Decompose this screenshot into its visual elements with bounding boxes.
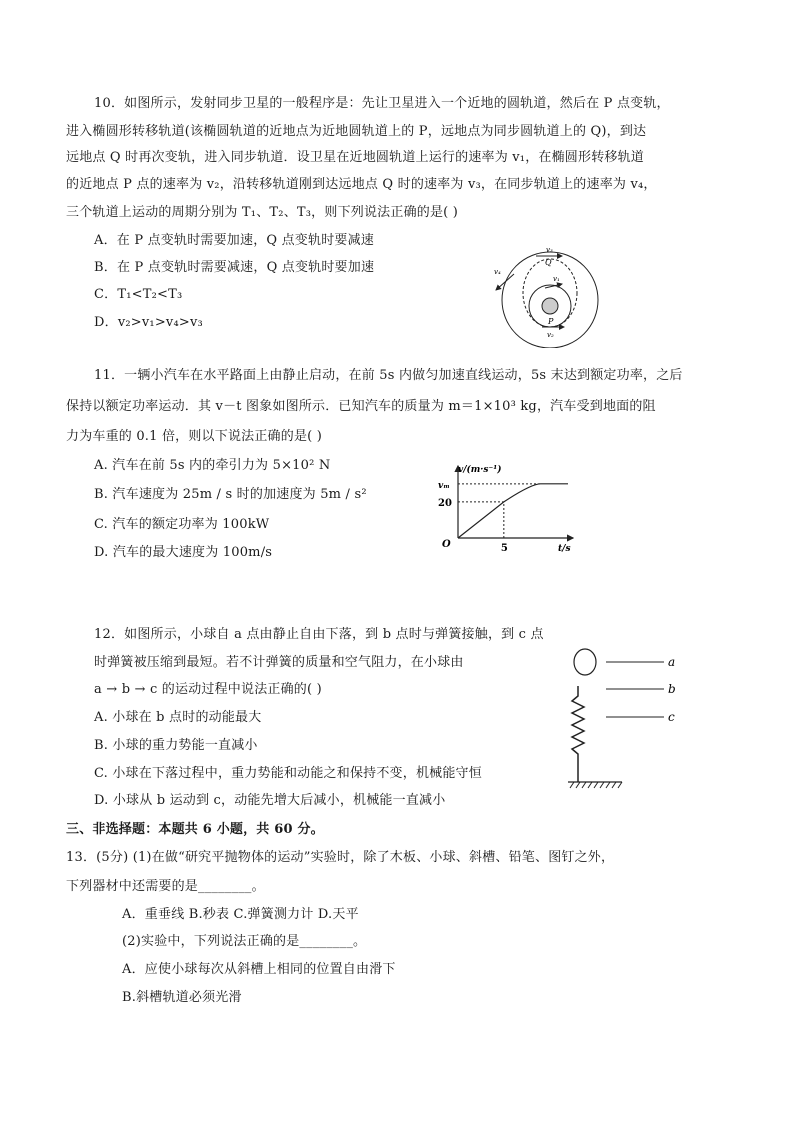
q12-stem-line-3: a → b → c 的运动过程中说法正确的( ) [94,682,322,697]
spring-diagram [560,642,690,792]
q10-option-b: B．在 P 点变轨时需要减速，Q 点变轨时要加速 [94,260,375,275]
label-b: b [668,682,676,696]
label-v2: v₂ [547,331,554,339]
ground-hatch [570,782,622,788]
q12-stem-line-1: 12．如图所示，小球自 a 点由静止自由下落，到 b 点时与弹簧接触，到 c 点 [94,627,544,642]
q13-line-2: 下列器材中还需要的是________。 [66,879,265,894]
label-v4: v₄ [494,268,501,276]
q13-part2-question: (2)实验中，下列说法正确的是________。 [122,934,367,949]
q10-option-d: D．v₂>v₁>v₄>v₃ [94,315,203,330]
label-c: c [668,710,675,724]
q10-stem-line-1: 10．如图所示，发射同步卫星的一般程序是：先让卫星进入一个近地的圆轨道，然后在 P 点变轨， [94,96,670,111]
section-heading: 三、非选择题：本题共 6 小题，共 60 分。 [66,822,324,837]
origin-label: O [442,539,451,550]
q11-stem-line-1: 11．一辆小汽车在水平路面上由静止启动，在前 5s 内做匀加速直线运动，5s 末达到额定功率，之后 [94,368,683,383]
q10-stem-line-3: 远地点 Q 时再次变轨，进入同步轨道．设卫星在近地圆轨道上运行的速率为 v₁，在椭圆形转移轨道 [66,150,645,165]
vt-chart [428,458,593,558]
q11-option-b: B. 汽车速度为 25m / s 时的加速度为 5m / s² [94,487,367,502]
vt-curve [458,484,568,538]
v4-arrow [496,274,514,290]
label-v1: v₁ [553,275,560,283]
ball [574,649,596,675]
label-v3: v₃ [546,246,553,254]
x-tick-label-0: 5 [500,543,508,554]
q10-stem-line-2: 进入椭圆形转移轨道(该椭圆轨道的近地点为近地圆轨道上的 P，远地点为同步圆轨道上的 Q)，到达 [66,124,647,139]
q11-option-d: D. 汽车的最大速度为 100m/s [94,545,273,560]
spring [572,686,584,782]
q10-option-a: A．在 P 点变轨时需要加速，Q 点变轨时要减速 [94,233,374,248]
q10-stem-line-4: 的近地点 P 点的速率为 v₂，沿转移轨道刚到达远地点 Q 时的速率为 v₃，在同步轨道上的速率为 v₄， [66,177,657,192]
q12-option-c: C. 小球在下落过程中，重力势能和动能之和保持不变，机械能守恒 [94,766,482,781]
q13-part1-options: A．重垂线 B.秒表 C.弹簧测力计 D.天平 [122,907,359,922]
y-tick-label-1: vₘ [438,480,450,491]
q11-stem-line-3: 力为车重的 0.1 倍，则以下说法正确的是( ) [66,429,323,444]
label-a: a [668,655,676,669]
q12-option-a: A. 小球在 b 点时的动能最大 [94,710,262,725]
q11-option-c: C. 汽车的额定功率为 100kW [94,517,270,532]
q13-part2-option-b: B.斜槽轨道必须光滑 [122,990,242,1005]
label-q: Q [545,258,552,267]
x-axis-label: t/s [558,544,571,554]
q11-stem-line-2: 保持以额定功率运动．其 v－t 图象如图所示．已知汽车的质量为 m＝1×10³ kg，汽车受到地面的阻 [66,399,656,414]
y-tick-label-0: 20 [438,497,452,509]
orbit-diagram [490,238,620,348]
q12-option-d: D. 小球从 b 运动到 c，动能先增大后减小，机械能一直减小 [94,793,446,808]
q13-part2-option-a: A．应使小球每次从斜槽上相同的位置自由滑下 [122,962,396,977]
q10-option-c: C．T₁<T₂<T₃ [94,287,183,302]
label-p: P [548,317,554,326]
y-axis-label: v/(m·s⁻¹) [458,465,502,475]
q10-stem-line-5: 三个轨道上运动的周期分别为 T₁、T₂、T₃，则下列说法正确的是( ) [66,205,459,220]
q13-line-1: 13．(5分) (1)在做“研究平抛物体的运动”实验时，除了木板、小球、斜槽、铅笔、图钉之外， [66,850,615,865]
q12-option-b: B. 小球的重力势能一直减小 [94,738,258,753]
q12-stem-line-2: 时弹簧被压缩到最短。若不计弹簧的质量和空气阻力，在小球由 [94,655,464,670]
q11-option-a: A. 汽车在前 5s 内的牵引力为 5×10² N [94,458,331,473]
earth [542,298,558,314]
